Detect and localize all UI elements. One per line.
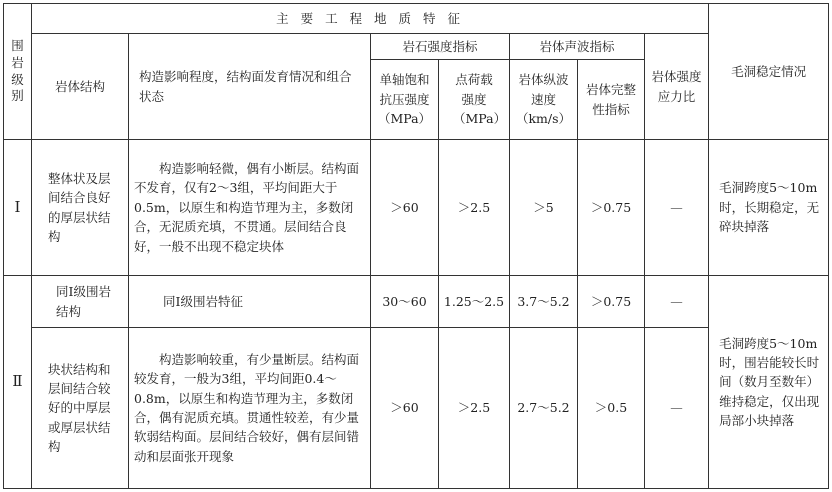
wave-speed-header: 岩体纵波速度（km/s） [510,60,578,140]
ucs-header: 单轴饱和抗压强度（MPa） [371,60,439,140]
ucs-cell: ＞60 [371,140,439,276]
stress-ratio-header: 岩体强度应力比 [645,34,709,140]
structure-cell: 同Ⅰ级围岩结构 [32,276,129,328]
tectonic-header: 构造影响程度，结构面发育情况和组合状态 [129,34,371,140]
ucs-cell: ＞60 [371,328,439,489]
stress-ratio-cell: — [645,140,709,276]
stability-cell: 毛洞跨度5～10m时，围岩能较长时间（数月至数年）维持稳定，仅出现局部小块掉落 [709,276,829,489]
structure-cell: 块状结构和层间结合较好的中厚层或厚层状结构 [32,328,129,489]
strength-group-header: 岩石强度指标 [371,34,510,60]
point-load-cell: ＞2.5 [439,328,510,489]
ucs-cell: 30～60 [371,276,439,328]
structure-cell: 整体状及层间结合良好的厚层状结构 [32,140,129,276]
grade-header: 围岩级别 [4,4,32,140]
point-load-cell: 1.25～2.5 [439,276,510,328]
stability-header: 毛洞稳定情况 [709,4,829,140]
stress-ratio-cell: — [645,276,709,328]
integrity-cell: ＞0.75 [578,140,645,276]
tectonic-cell: 构造影响轻微，偶有小断层。结构面不发育，仅有2～3组，平均间距大于0.5m，以原生和构造节理为主，多数闭合，无泥质充填，不贯通。层间结合良好，一般不出现不稳定块体 [129,140,371,276]
stress-ratio-cell: — [645,328,709,489]
wave-speed-cell: 2.7～5.2 [510,328,578,489]
main-title: 主 要 工 程 地 质 特 征 [32,4,709,34]
tectonic-cell: 同Ⅰ级围岩特征 [129,276,371,328]
integrity-cell: ＞0.5 [578,328,645,489]
wave-speed-cell: ＞5 [510,140,578,276]
rock-classification-table [3,3,829,489]
stability-cell: 毛洞跨度5～10m时，长期稳定，无碎块掉落 [709,140,829,276]
wave-speed-cell: 3.7～5.2 [510,276,578,328]
grade-cell: Ⅱ [4,276,32,489]
rock-structure-header: 岩体结构 [32,34,129,140]
point-load-header: 点荷载强度（MPa） [439,60,510,140]
tectonic-cell: 构造影响较重，有少量断层。结构面较发育，一般为3组，平均间距0.4～0.8m，以原生和构造节理为主，多数闭合，偶有泥质充填。贯通性较差，有少量软弱结构面。层间结合较好，偶有层间错动和层面张开现象 [129,328,371,489]
point-load-cell: ＞2.5 [439,140,510,276]
grade-cell: Ⅰ [4,140,32,276]
integrity-cell: ＞0.75 [578,276,645,328]
integrity-header: 岩体完整性指标 [578,60,645,140]
acoustic-group-header: 岩体声波指标 [510,34,645,60]
